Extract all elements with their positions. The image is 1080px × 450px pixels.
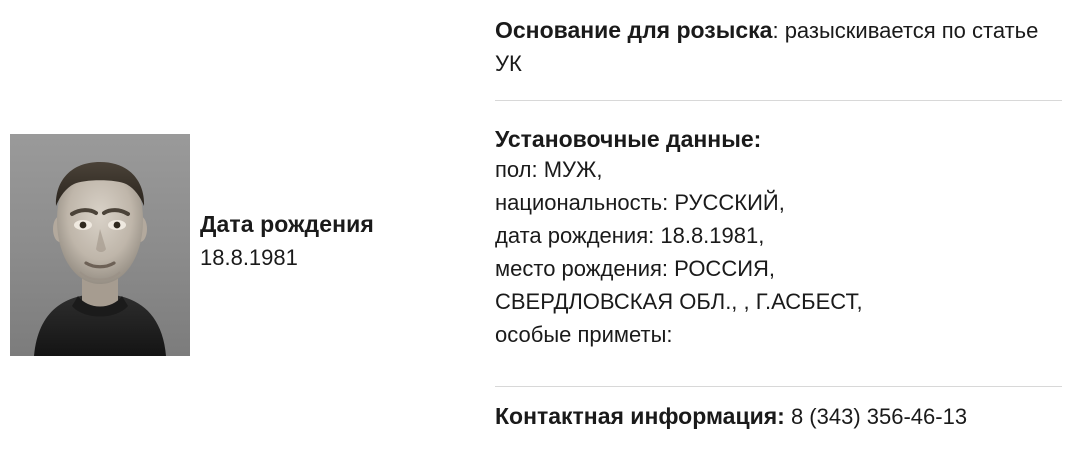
identification-line: место рождения: РОССИЯ, <box>495 256 776 281</box>
contact-label: Контактная информация: <box>495 403 785 429</box>
contact-line <box>495 400 1062 433</box>
contact-value: 8 (343) 356-46-13 <box>784 404 968 429</box>
portrait-photo <box>10 134 190 356</box>
contact-section <box>495 400 1062 433</box>
search-reason-separator: : <box>772 18 785 43</box>
identification-line: СВЕРДЛОВСКАЯ ОБЛ., , Г.АСБЕСТ, <box>495 289 863 314</box>
identification-heading: Установочные данные: <box>495 126 762 152</box>
identification-line: пол: МУЖ, <box>495 157 603 182</box>
identification-line: дата рождения: 18.8.1981, <box>495 223 765 248</box>
date-of-birth-label: Дата рождения <box>200 211 374 237</box>
search-reason-section <box>495 14 1062 80</box>
photo-column <box>0 0 495 450</box>
date-of-birth-block <box>200 210 480 274</box>
identification-section <box>495 126 1062 351</box>
search-reason-value: разыскивается по статье УК <box>495 18 1039 76</box>
details-column <box>495 0 1080 450</box>
search-reason-text <box>495 14 1062 80</box>
identification-line: особые приметы: <box>495 322 673 347</box>
identification-line: национальность: РУССКИЙ, <box>495 190 785 215</box>
divider-top <box>495 100 1062 101</box>
date-of-birth-value: 18.8.1981 <box>200 244 298 270</box>
portrait-photo-image <box>10 134 190 356</box>
search-reason-label: Основание для розыска <box>495 17 773 43</box>
divider-bottom <box>495 386 1062 387</box>
